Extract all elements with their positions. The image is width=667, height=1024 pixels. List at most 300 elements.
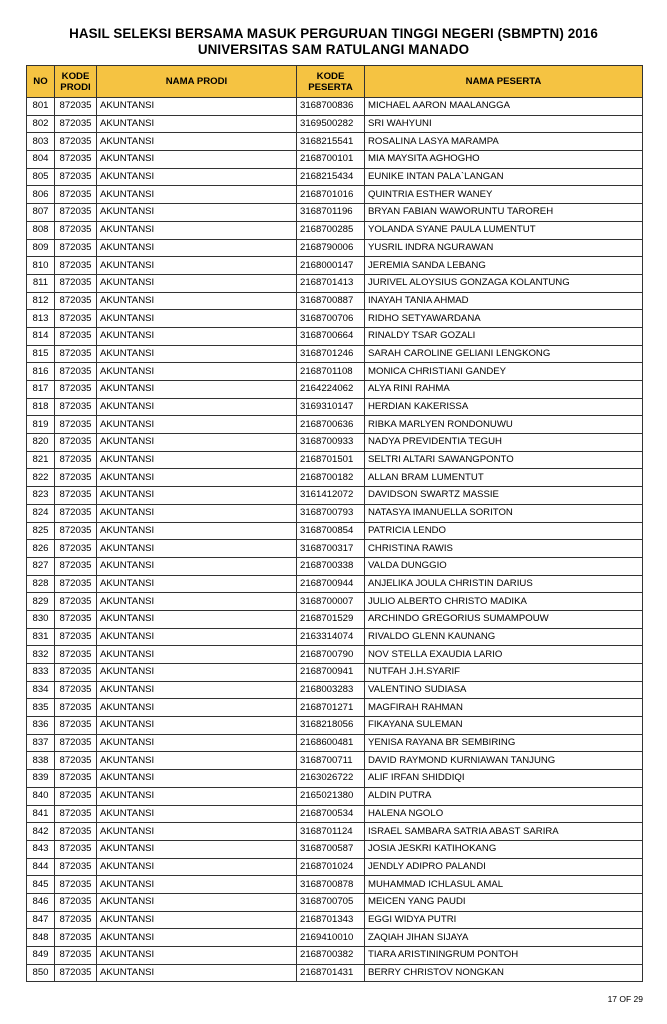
cell-kode-peserta: 2168701108 xyxy=(297,363,365,381)
cell-kode-prodi: 872035 xyxy=(55,699,97,717)
cell-kode-prodi: 872035 xyxy=(55,292,97,310)
cell-kode-peserta: 3168700887 xyxy=(297,292,365,310)
cell-kode-peserta: 2168700338 xyxy=(297,557,365,575)
cell-no: 847 xyxy=(27,911,55,929)
cell-kode-prodi: 872035 xyxy=(55,540,97,558)
cell-kode-prodi: 872035 xyxy=(55,186,97,204)
cell-nama-prodi: AKUNTANSI xyxy=(97,292,297,310)
cell-kode-prodi: 872035 xyxy=(55,257,97,275)
table-row xyxy=(27,327,643,345)
table-row xyxy=(27,610,643,628)
page-number: 17 OF 29 xyxy=(607,994,643,1004)
cell-nama-prodi: AKUNTANSI xyxy=(97,204,297,222)
cell-nama-peserta: QUINTRIA ESTHER WANEY xyxy=(365,186,643,204)
cell-kode-prodi: 872035 xyxy=(55,115,97,133)
cell-nama-peserta: JOSIA JESKRI KATIHOKANG xyxy=(365,840,643,858)
cell-nama-peserta: RIDHO SETYAWARDANA xyxy=(365,310,643,328)
cell-kode-peserta: 2168700534 xyxy=(297,805,365,823)
column-header-kode-prodi-line2: PRODI xyxy=(60,81,91,93)
column-header-no: NO xyxy=(27,66,55,98)
table-row xyxy=(27,345,643,363)
cell-nama-prodi: AKUNTANSI xyxy=(97,345,297,363)
cell-nama-prodi: AKUNTANSI xyxy=(97,610,297,628)
table-row xyxy=(27,98,643,116)
table-row xyxy=(27,434,643,452)
cell-nama-prodi: AKUNTANSI xyxy=(97,964,297,982)
cell-nama-prodi: AKUNTANSI xyxy=(97,398,297,416)
cell-kode-prodi: 872035 xyxy=(55,575,97,593)
cell-nama-peserta: INAYAH TANIA AHMAD xyxy=(365,292,643,310)
cell-kode-peserta: 2168790006 xyxy=(297,239,365,257)
cell-nama-peserta: YENISA RAYANA BR SEMBIRING xyxy=(365,734,643,752)
cell-nama-prodi: AKUNTANSI xyxy=(97,646,297,664)
cell-no: 835 xyxy=(27,699,55,717)
cell-nama-prodi: AKUNTANSI xyxy=(97,593,297,611)
table-row xyxy=(27,540,643,558)
cell-nama-prodi: AKUNTANSI xyxy=(97,858,297,876)
cell-no: 841 xyxy=(27,805,55,823)
cell-kode-prodi: 872035 xyxy=(55,893,97,911)
cell-nama-prodi: AKUNTANSI xyxy=(97,522,297,540)
cell-nama-peserta: BRYAN FABIAN WAWORUNTU TAROREH xyxy=(365,204,643,222)
cell-no: 829 xyxy=(27,593,55,611)
cell-no: 804 xyxy=(27,151,55,169)
cell-no: 807 xyxy=(27,204,55,222)
table-row xyxy=(27,805,643,823)
table-row xyxy=(27,575,643,593)
cell-kode-prodi: 872035 xyxy=(55,151,97,169)
table-row xyxy=(27,929,643,947)
cell-kode-peserta: 3168215541 xyxy=(297,133,365,151)
cell-kode-peserta: 2168700101 xyxy=(297,151,365,169)
cell-nama-prodi: AKUNTANSI xyxy=(97,504,297,522)
table-row xyxy=(27,186,643,204)
cell-no: 805 xyxy=(27,168,55,186)
cell-nama-peserta: EUNIKE INTAN PALA`LANGAN xyxy=(365,168,643,186)
table-row xyxy=(27,381,643,399)
cell-kode-prodi: 872035 xyxy=(55,522,97,540)
table-row xyxy=(27,292,643,310)
cell-kode-peserta: 2168701024 xyxy=(297,858,365,876)
cell-no: 818 xyxy=(27,398,55,416)
cell-kode-peserta: 2168700790 xyxy=(297,646,365,664)
cell-kode-peserta: 2168701016 xyxy=(297,186,365,204)
column-header-nama-prodi: NAMA PRODI xyxy=(97,66,297,98)
cell-nama-peserta: VALENTINO SUDIASA xyxy=(365,681,643,699)
cell-nama-prodi: AKUNTANSI xyxy=(97,557,297,575)
cell-kode-peserta: 2168600481 xyxy=(297,734,365,752)
cell-no: 809 xyxy=(27,239,55,257)
cell-nama-peserta: ALYA RINI RAHMA xyxy=(365,381,643,399)
cell-no: 802 xyxy=(27,115,55,133)
cell-nama-peserta: YUSRIL INDRA NGURAWAN xyxy=(365,239,643,257)
table-row xyxy=(27,221,643,239)
cell-kode-peserta: 3161412072 xyxy=(297,487,365,505)
cell-no: 813 xyxy=(27,310,55,328)
cell-kode-prodi: 872035 xyxy=(55,98,97,116)
cell-no: 817 xyxy=(27,381,55,399)
cell-nama-peserta: ARCHINDO GREGORIUS SUMAMPOUW xyxy=(365,610,643,628)
cell-kode-peserta: 2168000147 xyxy=(297,257,365,275)
cell-kode-prodi: 872035 xyxy=(55,628,97,646)
table-header xyxy=(27,66,643,98)
cell-kode-prodi: 872035 xyxy=(55,345,97,363)
cell-no: 810 xyxy=(27,257,55,275)
cell-kode-prodi: 872035 xyxy=(55,593,97,611)
cell-nama-peserta: DAVIDSON SWARTZ MASSIE xyxy=(365,487,643,505)
cell-no: 826 xyxy=(27,540,55,558)
cell-kode-peserta: 2168700182 xyxy=(297,469,365,487)
cell-nama-prodi: AKUNTANSI xyxy=(97,115,297,133)
table-row xyxy=(27,257,643,275)
table-row xyxy=(27,504,643,522)
cell-nama-prodi: AKUNTANSI xyxy=(97,239,297,257)
cell-kode-peserta: 3168700854 xyxy=(297,522,365,540)
cell-no: 819 xyxy=(27,416,55,434)
cell-no: 828 xyxy=(27,575,55,593)
table-row xyxy=(27,133,643,151)
cell-nama-prodi: AKUNTANSI xyxy=(97,734,297,752)
table-row xyxy=(27,947,643,965)
cell-nama-prodi: AKUNTANSI xyxy=(97,451,297,469)
cell-nama-peserta: JENDLY ADIPRO PALANDI xyxy=(365,858,643,876)
cell-kode-peserta: 3168701246 xyxy=(297,345,365,363)
cell-kode-peserta: 2168700941 xyxy=(297,664,365,682)
cell-kode-prodi: 872035 xyxy=(55,911,97,929)
cell-kode-prodi: 872035 xyxy=(55,239,97,257)
table-row xyxy=(27,593,643,611)
table-row xyxy=(27,168,643,186)
cell-kode-peserta: 2168700382 xyxy=(297,947,365,965)
column-header-nama-peserta: NAMA PESERTA xyxy=(365,66,643,98)
cell-nama-prodi: AKUNTANSI xyxy=(97,840,297,858)
cell-no: 838 xyxy=(27,752,55,770)
cell-no: 833 xyxy=(27,664,55,682)
cell-nama-prodi: AKUNTANSI xyxy=(97,381,297,399)
cell-kode-prodi: 872035 xyxy=(55,557,97,575)
cell-kode-prodi: 872035 xyxy=(55,168,97,186)
cell-kode-prodi: 872035 xyxy=(55,717,97,735)
table-row xyxy=(27,398,643,416)
cell-kode-peserta: 2168215434 xyxy=(297,168,365,186)
cell-nama-peserta: MAGFIRAH RAHMAN xyxy=(365,699,643,717)
cell-kode-prodi: 872035 xyxy=(55,752,97,770)
cell-kode-prodi: 872035 xyxy=(55,947,97,965)
cell-nama-peserta: TIARA ARISTININGRUM PONTOH xyxy=(365,947,643,965)
cell-nama-peserta: ANJELIKA JOULA CHRISTIN DARIUS xyxy=(365,575,643,593)
cell-kode-peserta: 3168700317 xyxy=(297,540,365,558)
cell-nama-prodi: AKUNTANSI xyxy=(97,717,297,735)
cell-kode-peserta: 2168700636 xyxy=(297,416,365,434)
cell-nama-prodi: AKUNTANSI xyxy=(97,133,297,151)
cell-no: 801 xyxy=(27,98,55,116)
table-row xyxy=(27,487,643,505)
cell-nama-peserta: FIKAYANA SULEMAN xyxy=(365,717,643,735)
cell-nama-prodi: AKUNTANSI xyxy=(97,911,297,929)
cell-nama-prodi: AKUNTANSI xyxy=(97,752,297,770)
cell-kode-prodi: 872035 xyxy=(55,398,97,416)
cell-nama-prodi: AKUNTANSI xyxy=(97,274,297,292)
cell-no: 823 xyxy=(27,487,55,505)
cell-no: 806 xyxy=(27,186,55,204)
cell-nama-peserta: MEICEN YANG PAUDI xyxy=(365,893,643,911)
cell-nama-prodi: AKUNTANSI xyxy=(97,98,297,116)
cell-kode-prodi: 872035 xyxy=(55,469,97,487)
cell-no: 839 xyxy=(27,770,55,788)
cell-nama-peserta: RINALDY TSAR GOZALI xyxy=(365,327,643,345)
cell-kode-peserta: 3168701196 xyxy=(297,204,365,222)
table-row xyxy=(27,469,643,487)
column-header-kode-prodi xyxy=(55,66,97,98)
cell-kode-prodi: 872035 xyxy=(55,310,97,328)
column-header-kode-peserta xyxy=(297,66,365,98)
cell-kode-peserta: 2169410010 xyxy=(297,929,365,947)
cell-nama-peserta: MICHAEL AARON MAALANGGA xyxy=(365,98,643,116)
cell-nama-prodi: AKUNTANSI xyxy=(97,787,297,805)
cell-no: 811 xyxy=(27,274,55,292)
cell-kode-prodi: 872035 xyxy=(55,434,97,452)
cell-kode-peserta: 2163314074 xyxy=(297,628,365,646)
cell-no: 850 xyxy=(27,964,55,982)
cell-kode-prodi: 872035 xyxy=(55,876,97,894)
cell-nama-prodi: AKUNTANSI xyxy=(97,770,297,788)
table-row xyxy=(27,115,643,133)
cell-nama-peserta: NADYA PREVIDENTIA TEGUH xyxy=(365,434,643,452)
cell-kode-peserta: 3168700793 xyxy=(297,504,365,522)
table-row xyxy=(27,681,643,699)
cell-nama-peserta: HERDIAN KAKERISSA xyxy=(365,398,643,416)
cell-nama-peserta: YOLANDA SYANE PAULA LUMENTUT xyxy=(365,221,643,239)
table-row xyxy=(27,699,643,717)
cell-nama-prodi: AKUNTANSI xyxy=(97,947,297,965)
cell-kode-peserta: 2168701413 xyxy=(297,274,365,292)
cell-kode-prodi: 872035 xyxy=(55,646,97,664)
cell-nama-prodi: AKUNTANSI xyxy=(97,168,297,186)
cell-no: 808 xyxy=(27,221,55,239)
cell-no: 827 xyxy=(27,557,55,575)
table-row xyxy=(27,876,643,894)
cell-kode-peserta: 3168700933 xyxy=(297,434,365,452)
results-table xyxy=(26,65,643,982)
table-row xyxy=(27,770,643,788)
cell-no: 820 xyxy=(27,434,55,452)
cell-kode-peserta: 3169500282 xyxy=(297,115,365,133)
cell-no: 844 xyxy=(27,858,55,876)
cell-kode-prodi: 872035 xyxy=(55,840,97,858)
cell-kode-peserta: 3168700711 xyxy=(297,752,365,770)
table-row xyxy=(27,310,643,328)
cell-no: 843 xyxy=(27,840,55,858)
table-row xyxy=(27,823,643,841)
cell-no: 840 xyxy=(27,787,55,805)
cell-kode-peserta: 2168700285 xyxy=(297,221,365,239)
table-row xyxy=(27,416,643,434)
cell-nama-prodi: AKUNTANSI xyxy=(97,540,297,558)
cell-nama-peserta: RIBKA MARLYEN RONDONUWU xyxy=(365,416,643,434)
table-row xyxy=(27,363,643,381)
cell-kode-peserta: 3168700705 xyxy=(297,893,365,911)
cell-nama-peserta: MIA MAYSITA AGHOGHO xyxy=(365,151,643,169)
cell-nama-peserta: ROSALINA LASYA MARAMPA xyxy=(365,133,643,151)
table-row xyxy=(27,646,643,664)
cell-nama-peserta: ISRAEL SAMBARA SATRIA ABAST SARIRA xyxy=(365,823,643,841)
table-row xyxy=(27,787,643,805)
cell-nama-peserta: EGGI WIDYA PUTRI xyxy=(365,911,643,929)
cell-no: 849 xyxy=(27,947,55,965)
cell-nama-prodi: AKUNTANSI xyxy=(97,876,297,894)
cell-kode-peserta: 3168700587 xyxy=(297,840,365,858)
table-row xyxy=(27,964,643,982)
cell-no: 845 xyxy=(27,876,55,894)
cell-nama-peserta: SELTRI ALTARI SAWANGPONTO xyxy=(365,451,643,469)
table-row xyxy=(27,858,643,876)
cell-kode-prodi: 872035 xyxy=(55,416,97,434)
cell-nama-peserta: NUTFAH J.H.SYARIF xyxy=(365,664,643,682)
cell-no: 812 xyxy=(27,292,55,310)
cell-nama-prodi: AKUNTANSI xyxy=(97,363,297,381)
table-row xyxy=(27,451,643,469)
cell-kode-prodi: 872035 xyxy=(55,133,97,151)
cell-nama-prodi: AKUNTANSI xyxy=(97,893,297,911)
table-row xyxy=(27,239,643,257)
cell-kode-prodi: 872035 xyxy=(55,929,97,947)
cell-no: 824 xyxy=(27,504,55,522)
cell-nama-peserta: JURIVEL ALOYSIUS GONZAGA KOLANTUNG xyxy=(365,274,643,292)
cell-nama-peserta: MUHAMMAD ICHLASUL AMAL xyxy=(365,876,643,894)
page-subtitle: UNIVERSITAS SAM RATULANGI MANADO xyxy=(197,42,470,57)
cell-kode-prodi: 872035 xyxy=(55,487,97,505)
cell-nama-peserta: DAVID RAYMOND KURNIAWAN TANJUNG xyxy=(365,752,643,770)
cell-no: 832 xyxy=(27,646,55,664)
cell-nama-peserta: ZAQIAH JIHAN SIJAYA xyxy=(365,929,643,947)
table-row xyxy=(27,911,643,929)
cell-kode-peserta: 3168701124 xyxy=(297,823,365,841)
table-row xyxy=(27,893,643,911)
cell-nama-prodi: AKUNTANSI xyxy=(97,699,297,717)
cell-kode-prodi: 872035 xyxy=(55,363,97,381)
cell-no: 837 xyxy=(27,734,55,752)
cell-kode-peserta: 2168701431 xyxy=(297,964,365,982)
column-header-kode-peserta-line2: PESERTA xyxy=(308,81,353,93)
cell-nama-peserta: CHRISTINA RAWIS xyxy=(365,540,643,558)
cell-kode-peserta: 2164224062 xyxy=(297,381,365,399)
cell-kode-peserta: 3169310147 xyxy=(297,398,365,416)
cell-nama-peserta: HALENA NGOLO xyxy=(365,805,643,823)
table-row xyxy=(27,628,643,646)
cell-no: 842 xyxy=(27,823,55,841)
table-row xyxy=(27,151,643,169)
cell-kode-prodi: 872035 xyxy=(55,664,97,682)
table-row xyxy=(27,734,643,752)
cell-no: 834 xyxy=(27,681,55,699)
cell-nama-prodi: AKUNTANSI xyxy=(97,628,297,646)
cell-kode-prodi: 872035 xyxy=(55,504,97,522)
column-header-kode-prodi-line1: KODE xyxy=(61,70,90,82)
cell-no: 846 xyxy=(27,893,55,911)
cell-nama-peserta: JULIO ALBERTO CHRISTO MADIKA xyxy=(365,593,643,611)
cell-kode-prodi: 872035 xyxy=(55,734,97,752)
table-row xyxy=(27,557,643,575)
cell-nama-peserta: BERRY CHRISTOV NONGKAN xyxy=(365,964,643,982)
cell-nama-prodi: AKUNTANSI xyxy=(97,664,297,682)
cell-nama-peserta: PATRICIA LENDO xyxy=(365,522,643,540)
cell-kode-prodi: 872035 xyxy=(55,823,97,841)
cell-kode-prodi: 872035 xyxy=(55,770,97,788)
cell-no: 830 xyxy=(27,610,55,628)
cell-nama-prodi: AKUNTANSI xyxy=(97,487,297,505)
cell-nama-prodi: AKUNTANSI xyxy=(97,823,297,841)
cell-nama-peserta: NOV STELLA EXAUDIA LARIO xyxy=(365,646,643,664)
cell-nama-prodi: AKUNTANSI xyxy=(97,805,297,823)
cell-kode-prodi: 872035 xyxy=(55,805,97,823)
table-body xyxy=(27,98,643,982)
cell-nama-prodi: AKUNTANSI xyxy=(97,327,297,345)
cell-nama-prodi: AKUNTANSI xyxy=(97,929,297,947)
cell-nama-peserta: RIVALDO GLENN KAUNANG xyxy=(365,628,643,646)
column-header-kode-peserta-line1: KODE xyxy=(316,70,345,82)
cell-kode-peserta: 3168700706 xyxy=(297,310,365,328)
cell-kode-prodi: 872035 xyxy=(55,964,97,982)
cell-kode-prodi: 872035 xyxy=(55,381,97,399)
cell-no: 848 xyxy=(27,929,55,947)
cell-kode-prodi: 872035 xyxy=(55,204,97,222)
cell-nama-peserta: MONICA CHRISTIANI GANDEY xyxy=(365,363,643,381)
cell-nama-peserta: NATASYA IMANUELLA SORITON xyxy=(365,504,643,522)
cell-nama-prodi: AKUNTANSI xyxy=(97,186,297,204)
cell-kode-prodi: 872035 xyxy=(55,274,97,292)
cell-kode-peserta: 3168700007 xyxy=(297,593,365,611)
table-row xyxy=(27,274,643,292)
cell-nama-prodi: AKUNTANSI xyxy=(97,257,297,275)
cell-kode-peserta: 2168003283 xyxy=(297,681,365,699)
cell-no: 814 xyxy=(27,327,55,345)
cell-no: 836 xyxy=(27,717,55,735)
cell-kode-prodi: 872035 xyxy=(55,787,97,805)
table-row xyxy=(27,840,643,858)
cell-nama-prodi: AKUNTANSI xyxy=(97,416,297,434)
cell-nama-peserta: SARAH CAROLINE GELIANI LENGKONG xyxy=(365,345,643,363)
cell-kode-peserta: 2168701343 xyxy=(297,911,365,929)
cell-kode-prodi: 872035 xyxy=(55,858,97,876)
cell-no: 803 xyxy=(27,133,55,151)
cell-kode-prodi: 872035 xyxy=(55,610,97,628)
cell-nama-prodi: AKUNTANSI xyxy=(97,575,297,593)
cell-nama-prodi: AKUNTANSI xyxy=(97,434,297,452)
cell-kode-peserta: 3168700836 xyxy=(297,98,365,116)
cell-nama-prodi: AKUNTANSI xyxy=(97,221,297,239)
cell-kode-peserta: 2168701529 xyxy=(297,610,365,628)
table-row xyxy=(27,717,643,735)
cell-nama-peserta: JEREMIA SANDA LEBANG xyxy=(365,257,643,275)
cell-no: 821 xyxy=(27,451,55,469)
cell-no: 825 xyxy=(27,522,55,540)
cell-nama-prodi: AKUNTANSI xyxy=(97,469,297,487)
cell-nama-peserta: ALLAN BRAM LUMENTUT xyxy=(365,469,643,487)
cell-kode-prodi: 872035 xyxy=(55,451,97,469)
cell-kode-peserta: 2168700944 xyxy=(297,575,365,593)
cell-nama-prodi: AKUNTANSI xyxy=(97,681,297,699)
table-row xyxy=(27,752,643,770)
cell-kode-peserta: 2168701271 xyxy=(297,699,365,717)
cell-nama-peserta: ALDIN PUTRA xyxy=(365,787,643,805)
cell-no: 822 xyxy=(27,469,55,487)
cell-kode-prodi: 872035 xyxy=(55,221,97,239)
cell-nama-peserta: SRI WAHYUNI xyxy=(365,115,643,133)
cell-kode-peserta: 2165021380 xyxy=(297,787,365,805)
cell-kode-prodi: 872035 xyxy=(55,327,97,345)
table-row xyxy=(27,204,643,222)
cell-kode-peserta: 3168700664 xyxy=(297,327,365,345)
